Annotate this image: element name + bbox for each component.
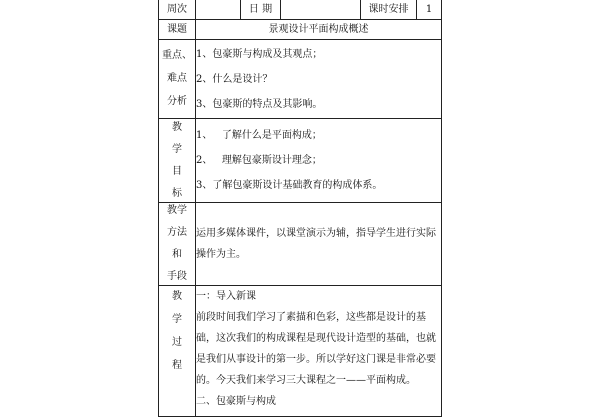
focus-label-line: 重点、 [162,50,192,61]
section-heading: 二、包豪斯与构成 [196,396,276,407]
process-row [159,286,442,417]
topic-value: 景观设计平面构成概述 [196,20,442,40]
week-value [196,0,241,20]
goals-label-line: 教 [172,121,182,133]
topic-label: 课题 [159,20,196,40]
process-label [159,286,196,417]
date-label: 日 期 [241,0,281,20]
methods-content [196,203,442,286]
process-label-line: 程 [172,360,182,371]
date-value [281,0,361,20]
methods-label-line: 手段 [167,271,187,282]
header-row [159,0,442,20]
goals-label-line: 学 [172,143,182,155]
focus-content [196,40,442,119]
schedule-value: 1 [417,0,442,20]
focus-row [159,40,442,119]
methods-row [159,203,442,286]
process-label-line: 学 [172,314,182,325]
goals-content [196,119,442,203]
goals-row [159,119,442,203]
process-paragraph: 前段时间我们学习了素描和色彩，这些都是设计的基础，这次我们的构成课程是现代设计造型的基础，也就是我们从事设计的第一步。所以学好这门课是非常必要的。今天我们来学习三大课程之一——平面构成。 [196,312,436,386]
methods-label-line: 方法 [167,227,187,238]
focus-label-line: 分析 [167,96,187,107]
process-label-line: 过 [172,337,182,348]
focus-label [159,40,196,119]
focus-label-line: 难点 [167,73,187,84]
lesson-plan-table [158,0,442,417]
goals-label [159,119,196,203]
goal-item: 3、了解包豪斯设计基础教育的构成体系。 [196,179,383,191]
goals-label-line: 目 [172,165,182,177]
focus-item: 1、包豪斯与构成及其观点； [196,49,323,60]
methods-text: 运用多媒体课件，以课堂演示为辅，指导学生进行实际操作为主。 [196,228,436,260]
goal-item: 1、 了解什么是平面构成； [196,129,322,141]
goal-item: 2、 理解包豪斯设计理念； [196,154,322,166]
week-label: 周次 [159,0,196,20]
process-label-line: 教 [172,291,182,302]
topic-row [159,20,442,40]
methods-label [159,203,196,286]
focus-item: 2、什么是设计？ [196,74,273,85]
methods-label-line: 教学 [167,205,187,216]
section-heading: 一：导入新课 [196,291,256,302]
focus-item: 3、包豪斯的特点及其影响。 [196,99,323,110]
goals-label-line: 标 [172,187,182,199]
schedule-label: 课时安排 [361,0,417,20]
process-content [196,286,442,417]
methods-label-line: 和 [172,249,182,260]
